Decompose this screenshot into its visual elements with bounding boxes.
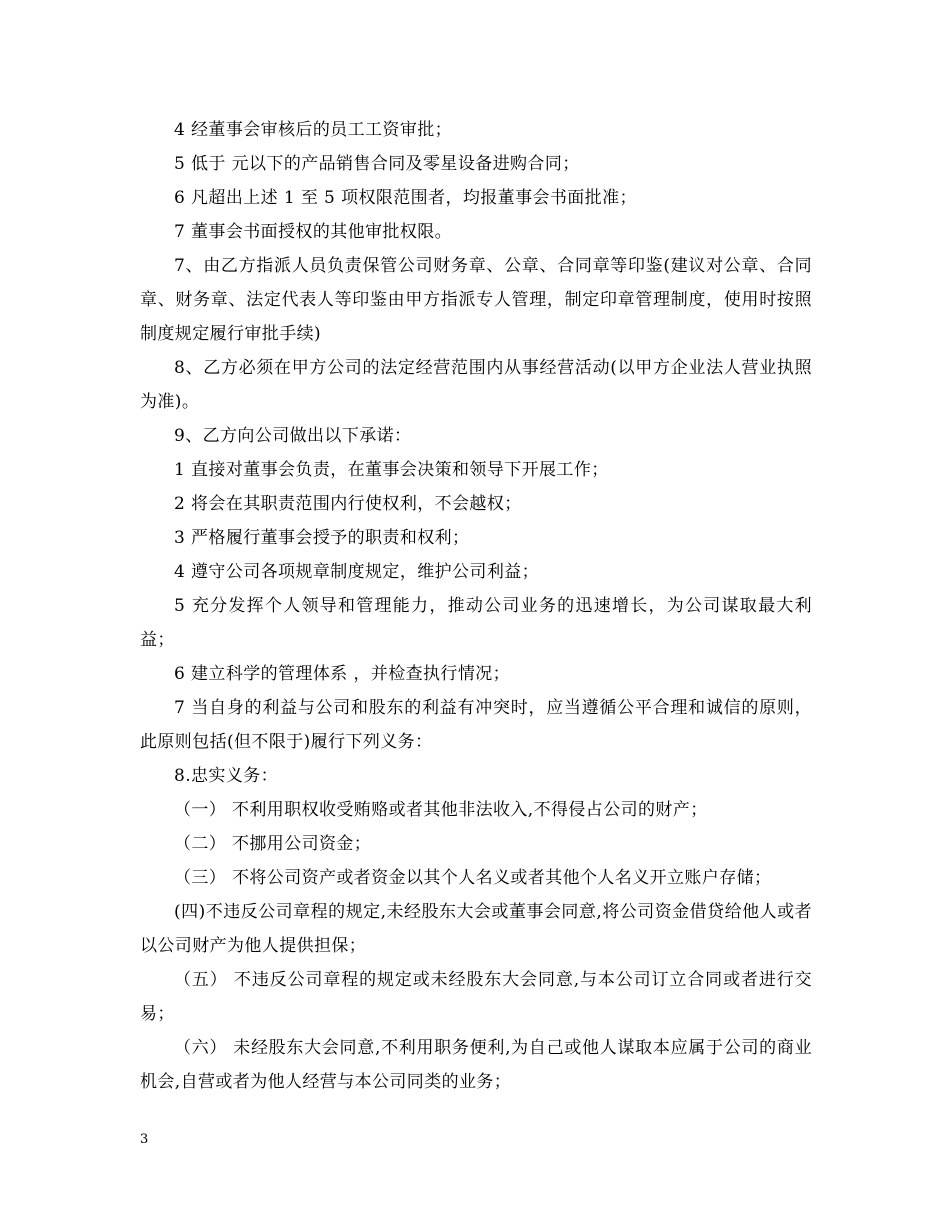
paragraph: （五） 不违反公司章程的规定或未经股东大会同意,与本公司订立合同或者进行交易； — [140, 970, 812, 1024]
paragraph: 2 将会在其职责范围内行使权利，不会越权； — [174, 494, 522, 514]
paragraph: 6 凡超出上述 1 至 5 项权限范围者，均报董事会书面批准； — [174, 188, 637, 208]
paragraph: 9、乙方向公司做出以下承诺： — [174, 426, 412, 446]
paragraph: 6 建立科学的管理体系 ，并检查执行情况； — [174, 664, 511, 684]
paragraph: 7 当自身的利益与公司和股东的利益有冲突时，应当遵循公平合理和诚信的原则，此原则包括(但不限于)履行下列义务： — [140, 698, 812, 752]
paragraph: 5 低于 元以下的产品销售合同及零星设备进购合同； — [174, 154, 580, 174]
paragraph: （二） 不挪用公司资金； — [174, 834, 372, 854]
page-number: 3 — [140, 1132, 149, 1147]
paragraph: 4 遵守公司各项规章制度规定，维护公司利益； — [174, 562, 540, 582]
paragraph: 7 董事会书面授权的其他审批权限。 — [174, 222, 453, 242]
paragraph: 3 严格履行董事会授予的职责和权利； — [174, 528, 470, 548]
paragraph: （一） 不利用职权收受贿赂或者其他非法收入,不得侵占公司的财产； — [174, 800, 708, 820]
paragraph: 8.忠实义务： — [174, 766, 279, 786]
paragraph: 8、乙方必须在甲方公司的法定经营范围内从事经营活动(以甲方企业法人营业执照为准)。 — [140, 358, 812, 412]
paragraph: 7、由乙方指派人员负责保管公司财务章、公章、合同章等印鉴(建议对公章、合同章、财务章、法定代表人等印鉴由甲方指派专人管理，制定印章管理制度，使用时按照制度规定履行审批手续) — [140, 256, 812, 344]
paragraph: （六） 未经股东大会同意,不利用职务便利,为自己或他人谋取本应属于公司的商业机会,自营或者为他人经营与本公司同类的业务； — [140, 1038, 812, 1092]
paragraph: 1 直接对董事会负责，在董事会决策和领导下开展工作； — [174, 460, 609, 480]
paragraph: 4 经董事会审核后的员工工资审批； — [174, 120, 453, 140]
paragraph: （三） 不将公司资产或者资金以其个人名义或者其他个人名义开立账户存储； — [174, 868, 772, 888]
paragraph: (四)不违反公司章程的规定,未经股东大会或董事会同意,将公司资金借贷给他人或者以公司财产为他人提供担保； — [140, 902, 812, 956]
document-body — [140, 113, 812, 1099]
paragraph: 5 充分发挥个人领导和管理能力，推动公司业务的迅速增长，为公司谋取最大利益； — [140, 596, 812, 650]
